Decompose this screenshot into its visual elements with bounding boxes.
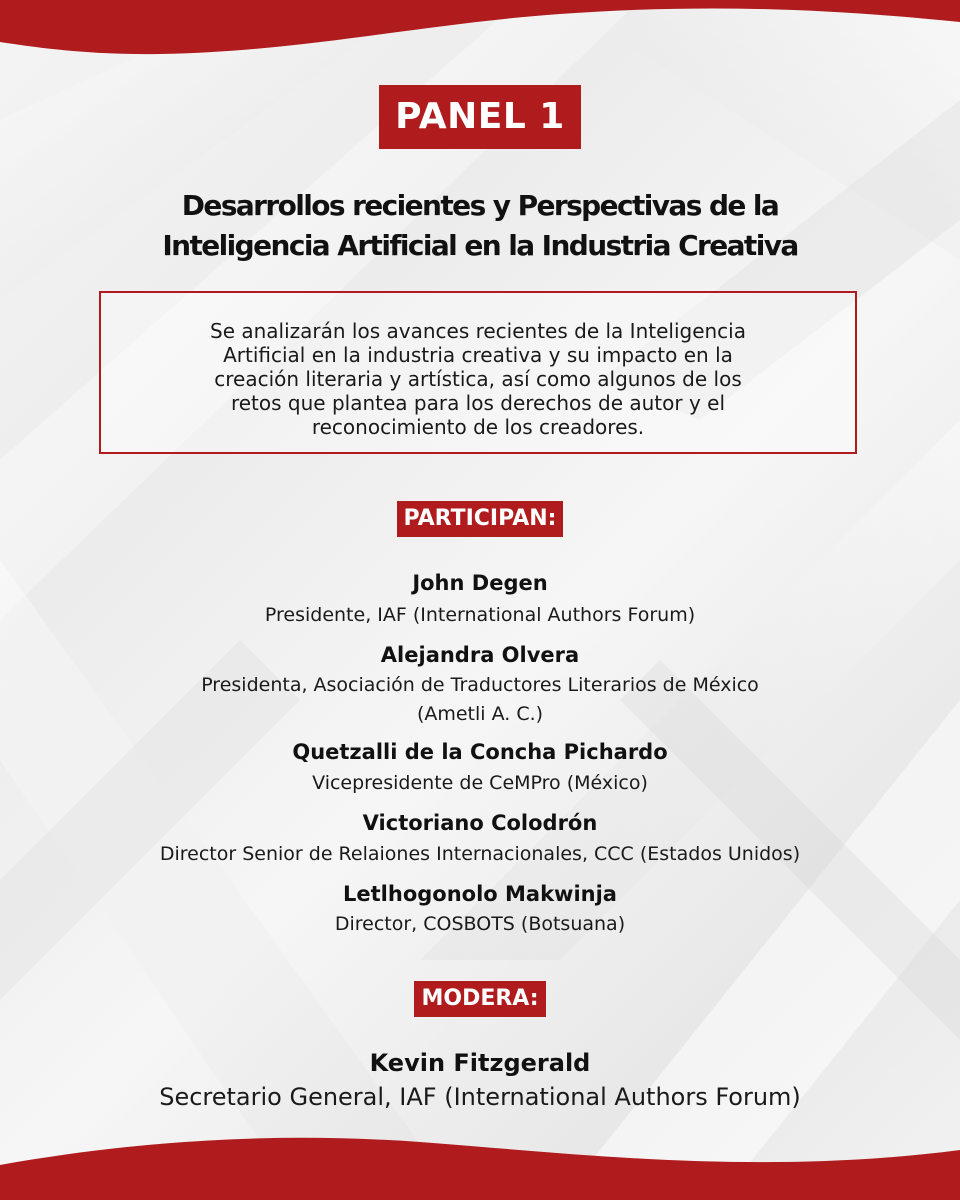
participant-role: Vicepresidente de CeMPro (México) xyxy=(312,772,648,794)
participant-name: Quetzalli de la Concha Pichardo xyxy=(292,740,668,764)
participant-name: John Degen xyxy=(412,571,548,595)
participant-role: Presidente, IAF (International Authors Forum) xyxy=(264,604,696,626)
participant-role: Presidenta, Asociación de Traductores Literarios de México xyxy=(201,674,759,696)
description-line: retos que plantea para los derechos de autor y el xyxy=(230,391,726,415)
title-line-2: Inteligencia Artificial en la Industria Creativa xyxy=(162,229,798,262)
participant-name: Victoriano Colodrón xyxy=(362,811,598,835)
moderator-badge: MODERA: xyxy=(414,981,545,1017)
participant-name: Letlhogonolo Makwinja xyxy=(343,882,617,906)
description-line: Se analizarán los avances recientes de la Inteligencia xyxy=(210,319,746,343)
description-text xyxy=(101,293,855,439)
participant-role: (Ametli A. C.) xyxy=(416,703,544,725)
moderator-badge-row xyxy=(0,981,960,1017)
panel-badge: PANEL 1 xyxy=(379,85,581,149)
description-line: Artificial en la industria creativa y su impacto en la xyxy=(223,343,733,367)
title-line-1: Desarrollos recientes y Perspectivas de la xyxy=(181,189,779,222)
description-line: creación literaria y artística, así como algunos de los xyxy=(214,367,742,391)
panel-badge-row xyxy=(0,85,960,149)
participants-badge-row xyxy=(0,501,960,537)
participant-role: Director, COSBOTS (Botsuana) xyxy=(334,913,626,935)
moderator-role: Secretario General, IAF (International Authors Forum) xyxy=(159,1083,801,1111)
participant-name: Alejandra Olvera xyxy=(380,643,580,667)
description-box xyxy=(99,291,857,454)
moderator-name: Kevin Fitzgerald xyxy=(369,1049,591,1077)
description-line: reconocimiento de los creadores. xyxy=(311,415,645,439)
participant-role: Director Senior de Relaiones Internacionales, CCC (Estados Unidos) xyxy=(159,843,801,865)
participants-badge: PARTICIPAN: xyxy=(397,501,564,537)
